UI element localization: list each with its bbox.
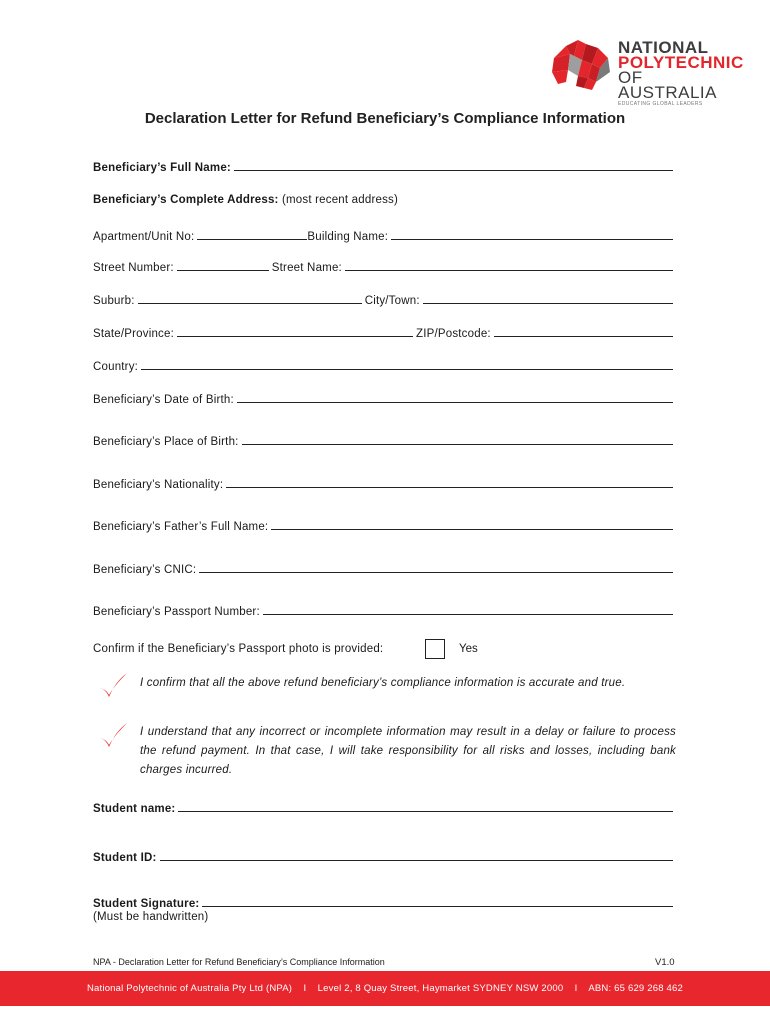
student-name-field[interactable] — [178, 811, 673, 812]
logo-line-3: OF AUSTRALIA — [618, 68, 717, 102]
postcode-label: ZIP/Postcode: — [415, 328, 491, 340]
checkmark-icon — [98, 722, 128, 750]
apartment-label: Apartment/Unit No: — [93, 231, 195, 243]
dob-label: Beneficiary’s Date of Birth: — [93, 394, 234, 406]
cnic-label: Beneficiary’s CNIC: — [93, 564, 197, 576]
passport-label: Beneficiary’s Passport Number: — [93, 606, 260, 618]
pob-field[interactable] — [242, 444, 673, 445]
street-name-field[interactable] — [345, 270, 673, 271]
confirmation-accurate: I confirm that all the above refund beneficiary’s compliance information is accurate and true. — [140, 677, 626, 689]
student-name-label: Student name: — [93, 803, 176, 815]
signature-note: (Must be handwritten) — [93, 911, 209, 923]
footer-company-details: National Polytechnic of Australia Pty Ltd (NPA) I Level 2, 8 Quay Street, Haymarket SYDNEY NSW 2000 I ABN: 65 629 268 462 — [87, 983, 683, 994]
suburb-label: Suburb: — [93, 295, 135, 307]
passport-field[interactable] — [263, 614, 673, 615]
cnic-row — [93, 558, 673, 576]
street-name-label: Street Name: — [271, 262, 342, 274]
student-signature-row — [93, 892, 673, 910]
student-id-label: Student ID: — [93, 852, 157, 864]
student-signature-label: Student Signature: — [93, 898, 200, 910]
street-number-label: Street Number: — [93, 262, 174, 274]
suburb-field[interactable] — [138, 303, 362, 304]
dob-row — [93, 388, 673, 406]
country-row — [93, 355, 673, 373]
postcode-field[interactable] — [494, 336, 673, 337]
logo-map-icon — [548, 38, 616, 96]
cnic-field[interactable] — [199, 572, 673, 573]
full-name-label: Beneficiary’s Full Name: — [93, 162, 231, 174]
student-signature-field[interactable] — [202, 906, 673, 907]
country-field[interactable] — [141, 369, 673, 370]
address-heading — [93, 194, 398, 206]
father-row — [93, 515, 673, 533]
document-title: Declaration Letter for Refund Beneficiary’s Compliance Information — [144, 110, 626, 127]
footer-version: V1.0 — [655, 957, 675, 968]
checkmark-icon — [98, 672, 128, 700]
full-name-row — [93, 156, 673, 174]
footer-bar — [0, 971, 770, 1006]
apartment-row — [93, 225, 673, 243]
pob-label: Beneficiary’s Place of Birth: — [93, 436, 239, 448]
logo-tagline: EDUCATING GLOBAL LEADERS — [618, 101, 703, 107]
state-label: State/Province: — [93, 328, 174, 340]
full-name-field[interactable] — [234, 170, 673, 171]
state-field[interactable] — [177, 336, 413, 337]
nationality-row — [93, 473, 673, 491]
logo-line-2: POLYTECHNIC — [618, 53, 744, 72]
passport-row — [93, 600, 673, 618]
state-row — [93, 322, 673, 340]
city-label: City/Town: — [364, 295, 420, 307]
nationality-label: Beneficiary’s Nationality: — [93, 479, 224, 491]
street-number-field[interactable] — [177, 270, 269, 271]
dob-field[interactable] — [237, 402, 673, 403]
father-field[interactable] — [271, 529, 673, 530]
nationality-field[interactable] — [226, 487, 673, 488]
apartment-field[interactable] — [197, 239, 307, 240]
footer-document-name: NPA - Declaration Letter for Refund Beneficiary’s Compliance Information — [93, 957, 385, 967]
building-label: Building Name: — [307, 231, 389, 243]
address-label: Beneficiary’s Complete Address: — [93, 194, 279, 206]
logo-line-1: NATIONAL — [618, 38, 709, 57]
address-note: (most recent address) — [281, 194, 399, 206]
student-id-field[interactable] — [160, 860, 673, 861]
father-label: Beneficiary’s Father’s Full Name: — [93, 521, 269, 533]
npa-logo — [548, 36, 744, 107]
suburb-row — [93, 289, 673, 307]
city-field[interactable] — [423, 303, 673, 304]
passport-photo-checkbox[interactable] — [425, 639, 445, 659]
passport-photo-label: Confirm if the Beneficiary’s Passport photo is provided: — [93, 643, 384, 655]
confirmation-responsibility: I understand that any incorrect or incomplete information may result in a delay or failure to process the refund payment. In that case, I will take responsibility for all risks and losses, including bank charges incurred. — [140, 726, 676, 776]
building-field[interactable] — [391, 239, 673, 240]
student-id-row — [93, 846, 673, 864]
country-label: Country: — [93, 361, 139, 373]
pob-row — [93, 430, 673, 448]
student-name-row — [93, 797, 673, 815]
passport-photo-yes-label: Yes — [459, 643, 478, 655]
street-row — [93, 256, 673, 274]
